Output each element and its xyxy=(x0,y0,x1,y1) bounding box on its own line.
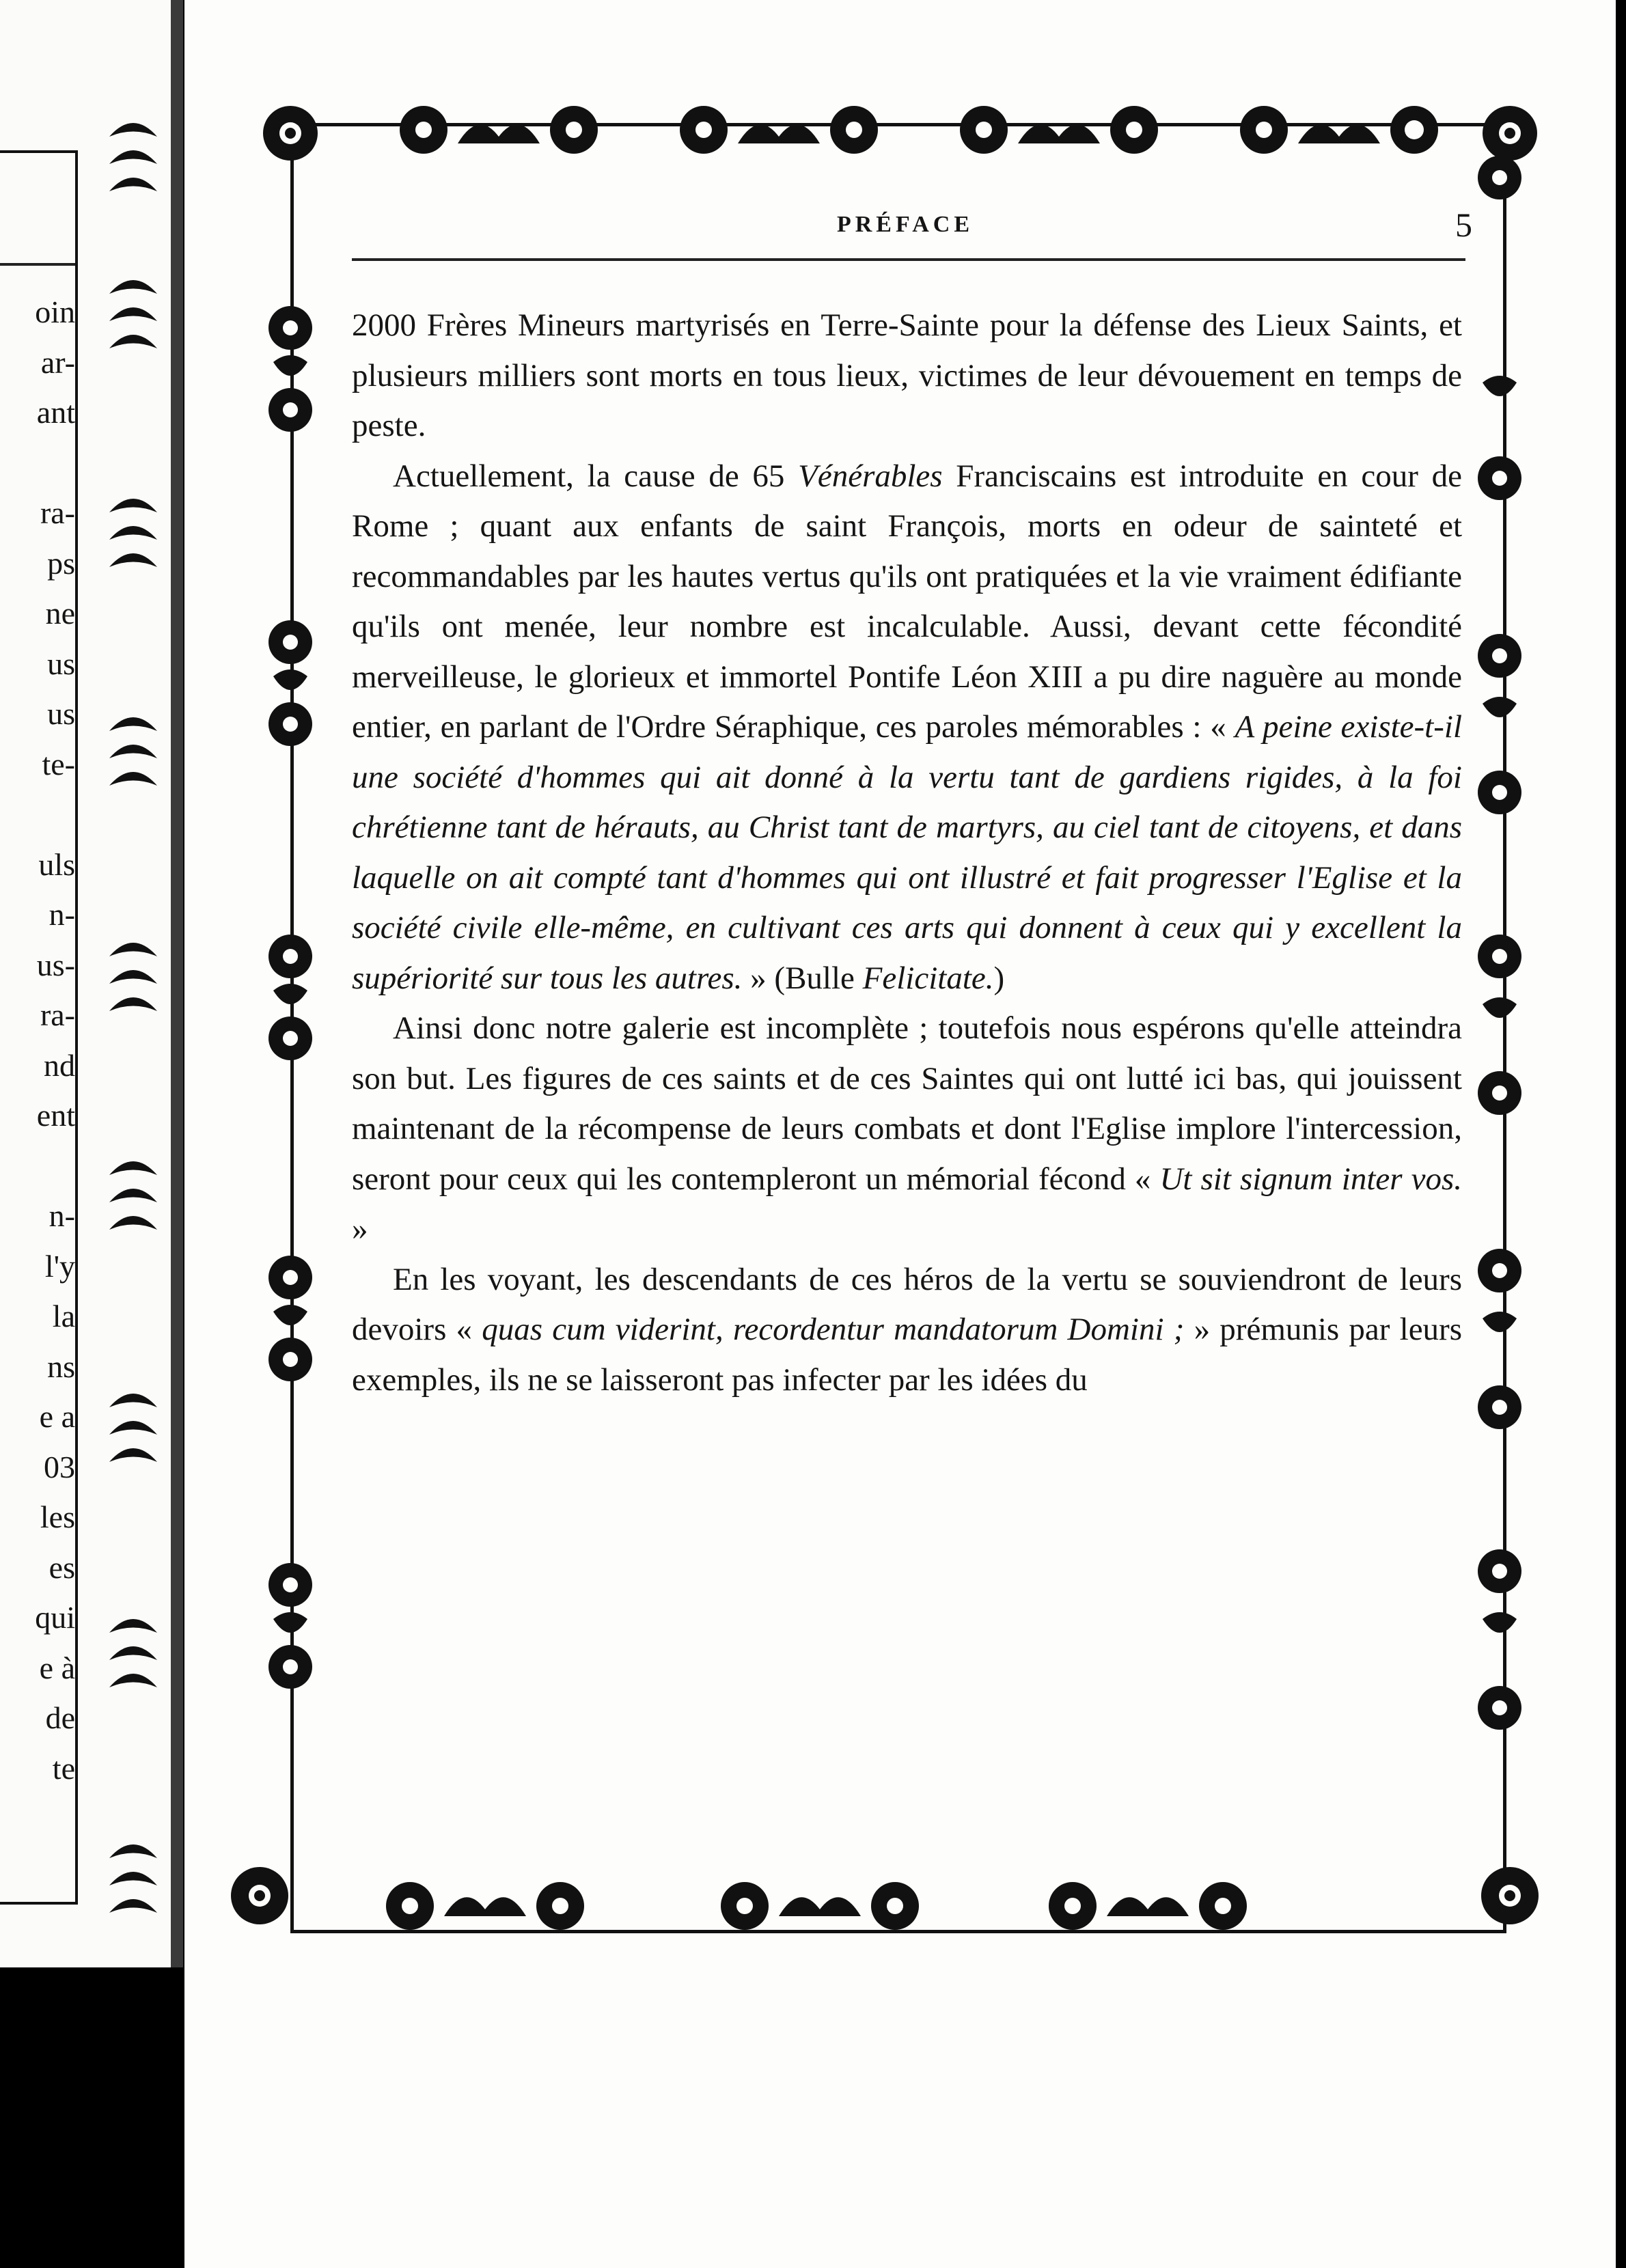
page xyxy=(184,0,1616,2268)
fragment-line: te xyxy=(52,1750,75,1786)
running-title: PRÉFACE xyxy=(836,212,974,237)
fragment-line: ra- xyxy=(40,997,75,1032)
paragraph-1: 2000 Frères Mineurs martyrisés en Terre-Sainte pour la défense des Lieux Saints, et plusieurs milliers sont morts en tous lieux, victimes de leur dévouement en temps de peste. xyxy=(352,307,1462,443)
fragment-line: e a xyxy=(39,1399,75,1434)
fragment-line: ne xyxy=(45,596,75,631)
right-ornament-border xyxy=(1462,137,1537,1776)
fragment-line: e à xyxy=(39,1650,75,1685)
fragment-line: nd xyxy=(44,1047,75,1083)
fragment-line: la xyxy=(52,1299,75,1333)
fragment-line: ar- xyxy=(40,344,75,380)
fragment-line: l'y xyxy=(44,1248,75,1284)
fragment-line: us xyxy=(47,696,75,731)
papal-quote: A peine existe-t-il une société d'hommes qui ait donné à la vertu tant de gardiens rigides, à la foi chrétienne tant de hérauts, au Christ tant de martyrs, au ciel tant de citoyens, et dans laquelle on ait compté tant d'hommes qui ont illustré et fait progresser l'Eglise et la société civile elle-même, en cultivant ces arts qui donnent à ceux qui y excellent la supériorité sur tous les autres. xyxy=(352,709,1463,996)
fragment-line xyxy=(0,789,75,840)
header-rule xyxy=(352,258,1465,261)
top-ornament-border xyxy=(253,96,1551,171)
fragment-line: n- xyxy=(49,1198,75,1233)
paragraph-3: Ainsi donc notre galerie est incomplète ; toutefois nous espérons qu'elle atteindra son but. Les figures de ces saints et de ces Saintes qui ont lutté ici bas, qui jouissent maintenant de la récompense de leurs combats et dont l'Eglise implore l'intercession, seront pour ceux qui les contempleront un mémorial fécond « Ut sit signum inter vos. » xyxy=(352,1010,1462,1247)
fragment-line: ra- xyxy=(40,495,75,530)
facing-page-fragment xyxy=(0,0,183,1967)
fragment-line xyxy=(0,1141,75,1191)
leaf-ornament-column xyxy=(102,109,164,1954)
running-header xyxy=(352,205,1472,253)
fragment-line: oin xyxy=(35,294,75,329)
fragment-line: qui xyxy=(35,1600,75,1635)
page-number: 5 xyxy=(1455,206,1472,244)
fragment-line: es xyxy=(49,1549,75,1585)
paragraph-2: Actuellement, la cause de 65 Vénérables Franciscains est introduite en cour de Rome ; quant aux enfants de saint François, morts en odeur de sainteté et recommandables par les hautes vertus qu'ils ont pratiquées et la vie vraiment édifiante qu'ils ont menée, leur nombre est incalculable. Aussi, devant cette fécondité merveilleuse, le glorieux et immortel Pontife Léon XIII a pu dire naguère au monde entier, en parlant de l'Ordre Séraphique, ces paroles mémorables : « A peine existe-t-il une société d'hommes qui ait donné à la vertu tant de gardiens rigides, à la foi chrétienne tant de hérauts, au Christ tant de martyrs, au ciel tant de citoyens, et dans laquelle on ait compté tant d'hommes qui ont illustré et fait progresser l'Eglise et la société civile elle-même, en cultivant ces arts qui donnent à ceux qui y excellent la supériorité sur tous les autres. » (Bulle Felicitate.) xyxy=(352,458,1463,996)
fragment-line: de xyxy=(45,1700,75,1735)
fragment-line: les xyxy=(40,1499,75,1534)
fragment-line: te- xyxy=(42,746,75,782)
bottom-ornament-border xyxy=(225,1851,1558,1940)
fragment-line: n- xyxy=(49,897,75,932)
fragment-line: ns xyxy=(47,1349,75,1384)
facing-page-header-rule xyxy=(0,263,75,266)
fragment-line: ent xyxy=(36,1098,75,1133)
fragment-line: 03 xyxy=(44,1449,75,1484)
fragment-line: ps xyxy=(47,545,75,581)
paragraph-4: En les voyant, les descendants de ces héros de la vertu se souviendront de leurs devoirs « quas cum viderint, recordentur mandatorum Domini ; » prémunis par leurs exemples, ils ne se laisseront pas infecter par les idées du xyxy=(352,1261,1462,1398)
fragment-line xyxy=(0,438,75,488)
facing-page-text xyxy=(0,287,75,1793)
fragment-line: us- xyxy=(36,947,75,982)
body-text xyxy=(352,301,1462,1405)
fragment-line: us xyxy=(47,646,75,681)
fragment-line: ant xyxy=(36,395,75,430)
left-ornament-border xyxy=(253,301,328,1803)
fragment-line: uls xyxy=(38,846,75,882)
